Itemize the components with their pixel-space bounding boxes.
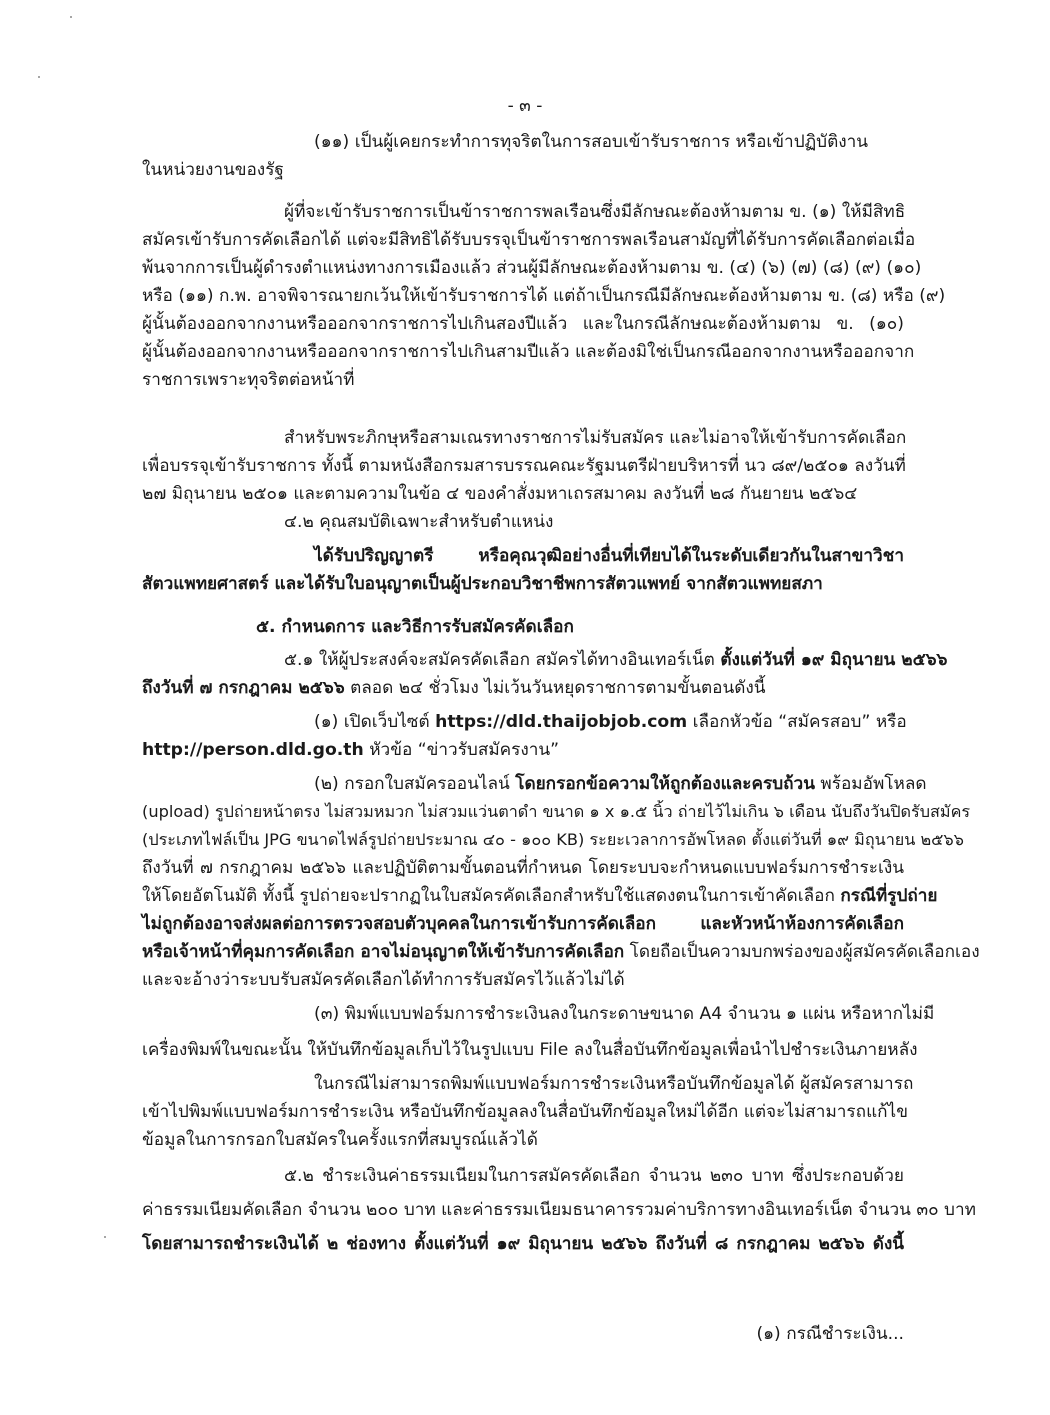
scan-speck: [104, 1236, 106, 1238]
qualification-line-2: สัตวแพทยศาสตร์ และได้รับใบอนุญาตเป็นผู้ประกอบวิชาชีพการสัตวแพทย์ จากสัตวแพทยสภา: [142, 574, 823, 594]
section-5-1-line-2: ถึงวันที่ ๗ กรกฎาคม ๒๕๖๖ ตลอด ๒๔ ชั่วโมง ไม่เว้นวันหยุดราชการตามขั้นตอนดังนี้: [142, 678, 766, 698]
continuation-footer: (๑) กรณีชำระเงิน...: [756, 1324, 904, 1344]
prohibition-para-line-5: ผู้นั้นต้องออกจากงานหรือออกจากราชการไปเกินสองปีแล้ว และในกรณีลักษณะต้องห้ามตาม ข. (๑๐): [142, 314, 904, 334]
step-3-line-1: (๓) พิมพ์แบบฟอร์มการชำระเงินลงในกระดาษขนาด A4 จำนวน ๑ แผ่น หรือหากไม่มี: [314, 1004, 935, 1024]
step-2-line-5: ให้โดยอัตโนมัติ ทั้งนี้ รูปถ่ายจะปรากฏในใบสมัครคัดเลือกสำหรับใช้แสดงตนในการเข้าคัดเลือก กรณีที่รูปถ่าย: [142, 886, 938, 906]
section-5-heading: ๕. กำหนดการ และวิธีการรับสมัครคัดเลือก: [256, 617, 574, 637]
section-5-2-line-1: ๕.๒ ชำระเงินค่าธรรมเนียมในการสมัครคัดเลือก จำนวน ๒๓๐ บาท ซึ่งประกอบด้วย: [284, 1166, 904, 1186]
scan-speck: [38, 76, 40, 78]
no-print-line-3: ข้อมูลในการกรอกใบสมัครในครั้งแรกที่สมบูรณ์แล้วได้: [142, 1130, 538, 1150]
step-2-line-4: ถึงวันที่ ๗ กรกฎาคม ๒๕๖๖ และปฏิบัติตามขั้นตอนที่กำหนด โดยระบบจะกำหนดแบบฟอร์มการชำระเงิน: [142, 858, 904, 878]
clause-11-line-2: ในหน่วยงานของรัฐ: [142, 160, 284, 180]
section-5-2-line-2: ค่าธรรมเนียมคัดเลือก จำนวน ๒๐๐ บาท และค่าธรรมเนียมธนาคารรวมค่าบริการทางอินเทอร์เน็ต จำนวน ๓๐ บาท: [142, 1200, 976, 1220]
page-number: - ๓ -: [507, 96, 543, 116]
prohibition-para-line-4: หรือ (๑๑) ก.พ. อาจพิจารณายกเว้นให้เข้ารับราชการได้ แต่ถ้าเป็นกรณีมีลักษณะต้องห้ามตาม ข. (๘) หรือ (๙): [142, 286, 946, 306]
scan-speck: [70, 16, 72, 18]
section-5-2-line-3: โดยสามารถชำระเงินได้ ๒ ช่องทาง ตั้งแต่วันที่ ๑๙ มิถุนายน ๒๕๖๖ ถึงวันที่ ๘ กรกฎาคม ๒๕๖๖ ดังนี้: [142, 1234, 904, 1254]
step-2-line-1: (๒) กรอกใบสมัครออนไลน์ โดยกรอกข้อความให้ถูกต้องและครบถ้วน พร้อมอัพโหลด: [314, 774, 927, 794]
dld-url: http://person.dld.go.th: [142, 740, 364, 760]
step-2-line-6: ไม่ถูกต้องอาจส่งผลต่อการตรวจสอบตัวบุคคลในการเข้ารับการคัดเลือก และหัวหน้าห้องการคัดเลือก: [142, 914, 904, 934]
step-2-line-7: หรือเจ้าหน้าที่คุมการคัดเลือก อาจไม่อนุญาตให้เข้ารับการคัดเลือก โดยถือเป็นความบกพร่องของผู้สมัครคัดเลือกเอง: [142, 942, 980, 962]
section-4-2-heading: ๔.๒ คุณสมบัติเฉพาะสำหรับตำแหน่ง: [284, 512, 554, 532]
step-2-line-2: (upload) รูปถ่ายหน้าตรง ไม่สวมหมวก ไม่สวมแว่นตาดำ ขนาด ๑ x ๑.๕ นิ้ว ถ่ายไว้ไม่เกิน ๖ เดือน นับถึงวันปิดรับสมัคร: [142, 802, 971, 821]
prohibition-para-line-6: ผู้นั้นต้องออกจากงานหรือออกจากราชการไปเกินสามปีแล้ว และต้องมิใช่เป็นกรณีออกจากงานหรือออกจาก: [142, 342, 915, 362]
step-1-line-1: (๑) เปิดเว็บไซต์ https://dld.thaijobjob.com เลือกหัวข้อ “สมัครสอบ” หรือ: [314, 712, 907, 732]
step-3-line-2: เครื่องพิมพ์ในขณะนั้น ให้บันทึกข้อมูลเก็บไว้ในรูปแบบ File ลงในสื่อบันทึกข้อมูลเพื่อนำไปชำระเงินภายหลัง: [142, 1040, 918, 1060]
step-1-line-2: http://person.dld.go.th หัวข้อ “ข่าวรับสมัครงาน”: [142, 740, 560, 760]
prohibition-para-line-1: ผู้ที่จะเข้ารับราชการเป็นข้าราชการพลเรือนซึ่งมีลักษณะต้องห้ามตาม ข. (๑) ให้มีสิทธิ: [284, 202, 906, 222]
monk-para-line-1: สำหรับพระภิกษุหรือสามเณรทางราชการไม่รับสมัคร และไม่อาจให้เข้ารับการคัดเลือก: [284, 428, 907, 448]
prohibition-para-line-3: พ้นจากการเป็นผู้ดำรงตำแหน่งทางการเมืองแล้ว ส่วนผู้มีลักษณะต้องห้ามตาม ข. (๔) (๖) (๗) (๘) (๙) (๑๐): [142, 258, 922, 278]
no-print-line-2: เข้าไปพิมพ์แบบฟอร์มการชำระเงิน หรือบันทึกข้อมูลลงในสื่อบันทึกข้อมูลใหม่ได้อีก แต่จะไม่สามารถแก้ไข: [142, 1102, 908, 1122]
no-print-line-1: ในกรณีไม่สามารถพิมพ์แบบฟอร์มการชำระเงินหรือบันทึกข้อมูลได้ ผู้สมัครสามารถ: [314, 1074, 914, 1094]
step-2-line-8: และจะอ้างว่าระบบรับสมัครคัดเลือกได้ทำการรับสมัครไว้แล้วไม่ได้: [142, 970, 625, 990]
monk-para-line-3: ๒๗ มิถุนายน ๒๕๐๑ และตามความในข้อ ๔ ของคำสั่งมหาเถรสมาคม ลงวันที่ ๒๘ กันยายน ๒๕๖๔: [142, 484, 858, 504]
qualification-line-1: ได้รับปริญญาตรี หรือคุณวุฒิอย่างอื่นที่เทียบได้ในระดับเดียวกันในสาขาวิชา: [314, 546, 904, 566]
clause-11-line-1: (๑๑) เป็นผู้เคยกระทำการทุจริตในการสอบเข้ารับราชการ หรือเข้าปฏิบัติงาน: [314, 132, 869, 152]
step-2-line-3: (ประเภทไฟล์เป็น JPG ขนาดไฟล์รูปถ่ายประมาณ ๔๐ - ๑๐๐ KB) ระยะเวลาการอัพโหลด ตั้งแต่วันที่ ๑๙ มิถุนายน ๒๕๖๖: [142, 830, 964, 849]
section-5-1-line-1: ๕.๑ ให้ผู้ประสงค์จะสมัครคัดเลือก สมัครได้ทางอินเทอร์เน็ต ตั้งแต่วันที่ ๑๙ มิถุนายน ๒๕๖๖: [284, 650, 948, 670]
prohibition-para-line-7: ราชการเพราะทุจริตต่อหน้าที่: [142, 370, 355, 390]
thaijobjob-url: https://dld.thaijobjob.com: [435, 712, 688, 732]
prohibition-para-line-2: สมัครเข้ารับการคัดเลือกได้ แต่จะมีสิทธิได้รับบรรจุเป็นข้าราชการพลเรือนสามัญที่ได้รับการคัดเลือกต่อเมื่อ: [142, 230, 916, 250]
monk-para-line-2: เพื่อบรรจุเข้ารับราชการ ทั้งนี้ ตามหนังสือกรมสารบรรณคณะรัฐมนตรีฝ่ายบริหารที่ นว ๘๙/๒๕๐๑ ลงวันที่: [142, 456, 906, 476]
